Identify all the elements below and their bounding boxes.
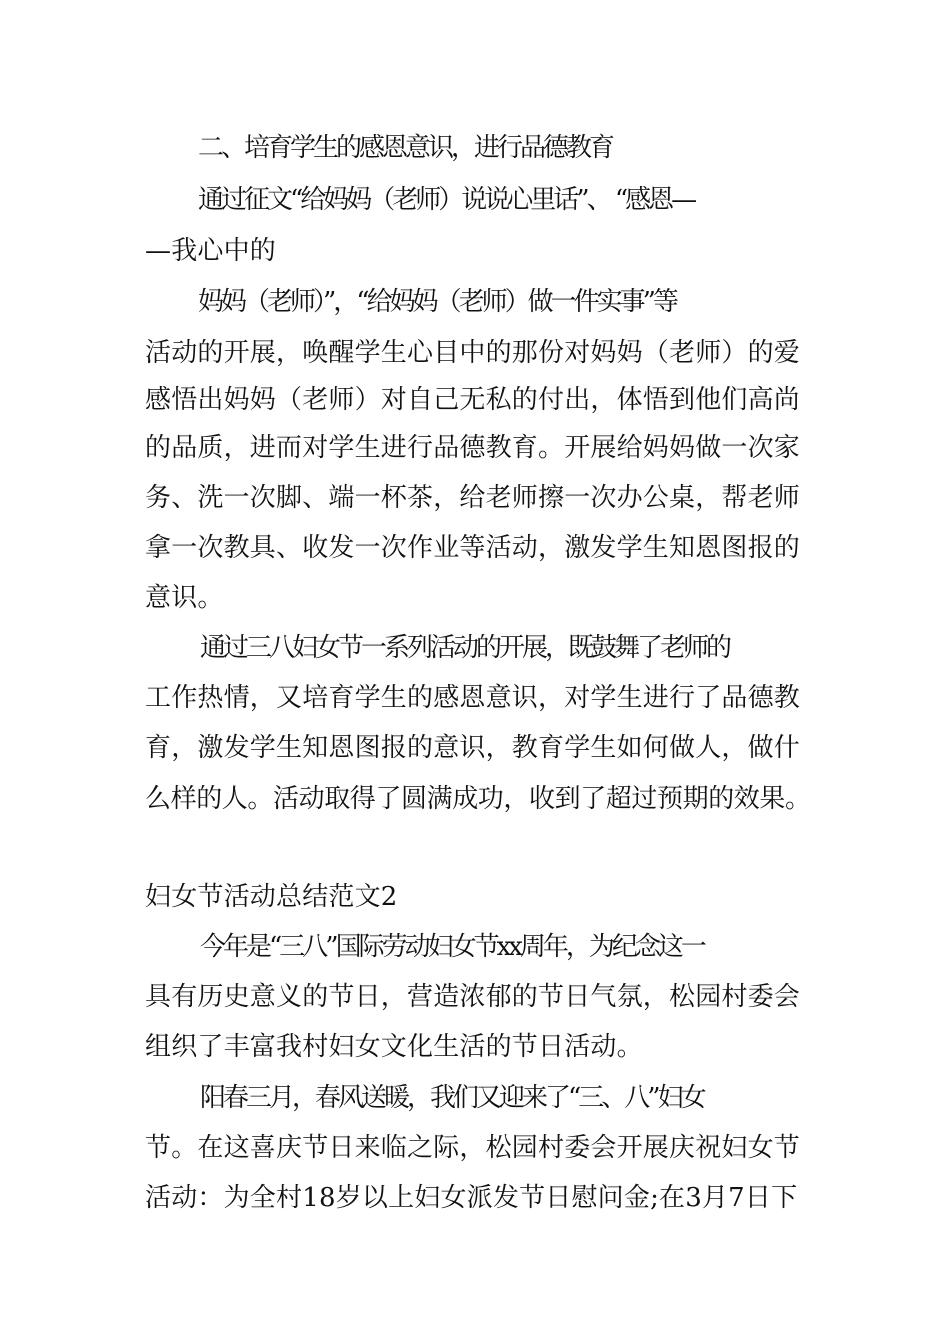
- paragraph-line: 务、洗一次脚、端一杯茶，给老师擦一次办公桌，帮老师: [145, 483, 801, 513]
- paragraph-line: 今年是“三八”国际劳动妇女节xx周年，为纪念这一: [200, 932, 704, 962]
- paragraph-line: 意识。: [145, 583, 224, 613]
- paragraph-line: 育，激发学生知恩图报的意识，教育学生如何做人，做什: [145, 733, 801, 763]
- paragraph-line: 活动：为全村18岁以上妇女派发节日慰问金;在3月7日下: [145, 1183, 798, 1213]
- paragraph-line: 工作热情，又培育学生的感恩意识，对学生进行了品德教: [145, 683, 801, 713]
- paragraph-line: 节。在这喜庆节日来临之际，松园村委会开展庆祝妇女节: [145, 1133, 801, 1163]
- paragraph-line: 感悟出妈妈（老师）对自己无私的付出，体悟到他们高尚: [145, 385, 801, 415]
- paragraph-line: 阳春三月，春风送暖，我们又迎来了“三、八”妇女: [200, 1083, 704, 1113]
- paragraph-line: 具有历史意义的节日，营造浓郁的节日气氛，松园村委会: [145, 982, 801, 1012]
- paragraph-line: 么样的人。活动取得了圆满成功，收到了超过预期的效果。: [145, 784, 811, 814]
- paragraph-line: 的品质，进而对学生进行品德教育。开展给妈妈做一次家: [145, 433, 801, 463]
- paragraph-line: 通过三八妇女节一系列活动的开展，既鼓舞了老师的: [200, 633, 730, 663]
- article-title: 妇女节活动总结范文2: [145, 882, 398, 912]
- paragraph-line: 组织了丰富我村妇女文化生活的节日活动。: [145, 1032, 643, 1062]
- paragraph-line: 活动的开展，唤醒学生心目中的那份对妈妈（老师）的爱: [145, 338, 801, 368]
- section-heading: 二、培育学生的感恩意识，进行品德教育: [198, 133, 613, 163]
- paragraph-line: 妈妈（老师）”，“给妈妈（老师）做一件实事”等: [198, 287, 676, 317]
- paragraph-line: 通过征文“给妈妈（老师）说说心里话”、 “感恩—: [198, 185, 695, 215]
- paragraph-line: 拿一次教具、收发一次作业等活动，激发学生知恩图报的: [145, 533, 801, 563]
- paragraph-line: —我心中的: [145, 236, 277, 266]
